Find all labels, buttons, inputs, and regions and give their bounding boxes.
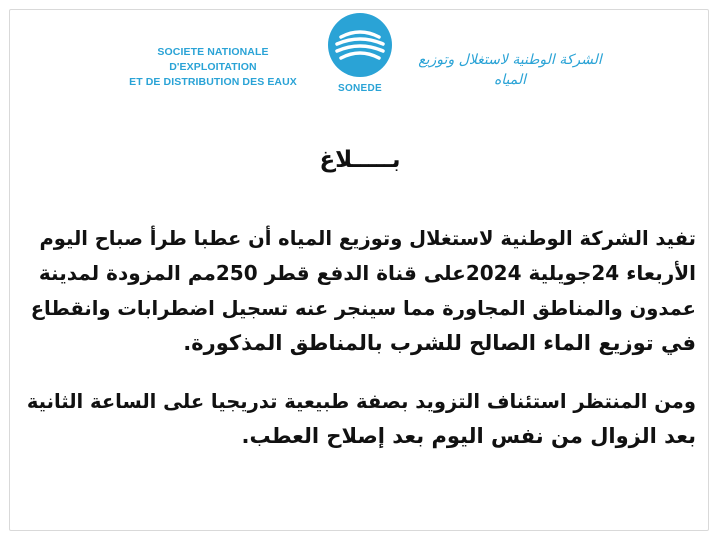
paragraph-1 (24, 221, 696, 361)
paragraph-spacer (24, 361, 696, 384)
notice-body (24, 221, 696, 454)
notice-title: بـــــلاغ (319, 147, 401, 173)
company-name-french (118, 45, 308, 90)
paragraph-1-line-1: تفيد الشركة الوطنية لاستغلال وتوزيع المياه أن عطبا طرأ صباح اليوم (39, 227, 696, 250)
sonede-logo (320, 12, 400, 106)
paragraph-2-line-1: ومن المنتظر استئناف التزويد بصفة طبيعية تدريجيا على الساعة الثانية (26, 390, 696, 413)
company-name-french-line1: SOCIETE NATIONALE D'EXPLOITATION (157, 46, 269, 73)
paragraph-1-line-3: عمدون والمناطق المجاورة مما سينجر عنه تسجيل اضطرابات وانقطاع (30, 297, 696, 320)
paragraph-2 (24, 384, 696, 454)
company-name-arabic: الشركة الوطنية لاستغلال وتوزيع المياه (418, 52, 602, 88)
logo-label: SONEDE (337, 83, 383, 94)
company-name-french-line2: ET DE DISTRIBUTION DES EAUX (129, 76, 297, 88)
sonede-logo-icon (327, 12, 393, 78)
paragraph-2-line-2: بعد الزوال من نفس اليوم بعد إصلاح العطب. (241, 424, 696, 448)
paragraph-1-line-4: في توزيع الماء الصالح للشرب بالمناطق المذكورة. (183, 331, 696, 355)
paragraph-1-line-2: الأربعاء 24جويلية 2024على قناة الدفع قطر 250مم المزودة لمدينة (38, 261, 696, 285)
